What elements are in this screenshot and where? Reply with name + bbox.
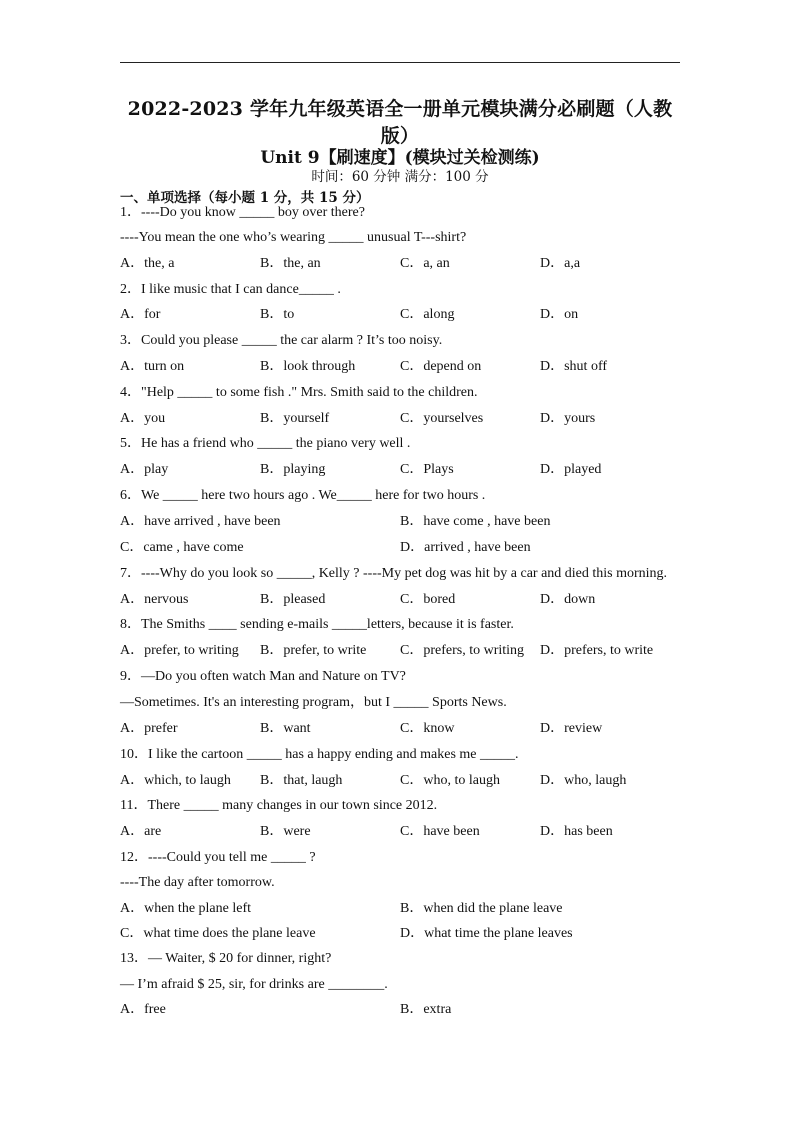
- question-text: 5．He has a friend who _____ the piano very well .: [120, 436, 411, 451]
- question-text: 1．----Do you know _____ boy over there?: [120, 205, 365, 220]
- question-text: 9．—Do you often watch Man and Nature on TV?: [120, 669, 406, 684]
- option-b: B．playing: [260, 462, 326, 477]
- option-b: B．the, an: [260, 256, 321, 271]
- option-a: A．the, a: [120, 256, 175, 271]
- option-b: B．extra: [400, 1002, 452, 1017]
- option-d: D．review: [540, 721, 603, 736]
- top-rule: [120, 62, 680, 63]
- option-c: C．know: [400, 721, 455, 736]
- option-b: B．look through: [260, 359, 356, 374]
- option-a: A．you: [120, 411, 166, 426]
- option-a: A．prefer, to writing: [120, 643, 239, 658]
- option-d: D．a,a: [540, 256, 581, 271]
- option-c: C．bored: [400, 592, 456, 607]
- option-c: C．prefers, to writing: [400, 643, 525, 658]
- option-a: A．prefer: [120, 721, 178, 736]
- option-c: C．have been: [400, 824, 480, 839]
- question-text: 2．I like music that I can dance_____ .: [120, 282, 341, 297]
- option-a: A．free: [120, 1002, 166, 1017]
- option-a: A．for: [120, 307, 161, 322]
- option-a: A．when the plane left: [120, 901, 252, 916]
- option-d: D．yours: [540, 411, 596, 426]
- option-b: B．have come , have been: [400, 514, 551, 529]
- question-text: 13．— Waiter, $ 20 for dinner, right?: [120, 951, 332, 966]
- question-text: —Sometimes. It's an interesting program，but I _____ Sports News.: [120, 695, 507, 710]
- option-d: D．played: [540, 462, 602, 477]
- question-text: ----The day after tomorrow.: [120, 875, 275, 890]
- question-text: — I’m afraid $ 25, sir, for drinks are ________.: [120, 977, 388, 992]
- option-b: B．yourself: [260, 411, 330, 426]
- option-b: B．prefer, to write: [260, 643, 367, 658]
- option-a: A．are: [120, 824, 162, 839]
- unit-title: Unit 9【刷速度】(模块过关检测练): [260, 148, 540, 168]
- question-text: 8．The Smiths ____ sending e-mails _____letters, because it is faster.: [120, 617, 514, 632]
- option-b: B．to: [260, 307, 295, 322]
- page-title: [115, 96, 685, 150]
- option-d: D．what time the plane leaves: [400, 926, 573, 941]
- option-d: D．down: [540, 592, 596, 607]
- question-text: 3．Could you please _____ the car alarm ? It’s too noisy.: [120, 333, 443, 348]
- option-d: D．on: [540, 307, 579, 322]
- title-line1-cont: 版）: [380, 125, 420, 147]
- option-c: C．yourselves: [400, 411, 484, 426]
- option-c: C．Plays: [400, 462, 454, 477]
- option-c: C．who, to laugh: [400, 773, 500, 788]
- title-line1: 2022-2023 学年九年级英语全一册单元模块满分必刷题（人教: [127, 98, 673, 120]
- option-c: C．depend on: [400, 359, 482, 374]
- option-b: B．that, laugh: [260, 773, 343, 788]
- option-c: C．came , have come: [120, 540, 244, 555]
- option-c: C．what time does the plane leave: [120, 926, 316, 941]
- question-text: 10．I like the cartoon _____ has a happy ending and makes me _____.: [120, 747, 519, 762]
- option-d: D．prefers, to write: [540, 643, 654, 658]
- question-text: 7．----Why do you look so _____, Kelly ? ----My pet dog was hit by a car and died this morning.: [120, 566, 668, 581]
- section-heading: 一、单项选择（每小题 1 分，共 15 分）: [120, 190, 370, 206]
- option-b: B．when did the plane leave: [400, 901, 563, 916]
- option-a: A．turn on: [120, 359, 185, 374]
- option-d: D．arrived , have been: [400, 540, 531, 555]
- question-text: ----You mean the one who’s wearing _____ unusual T---shirt?: [120, 230, 467, 245]
- option-a: A．which, to laugh: [120, 773, 231, 788]
- option-b: B．pleased: [260, 592, 326, 607]
- option-c: C．a, an: [400, 256, 450, 271]
- question-text: 11．There _____ many changes in our town since 2012.: [120, 798, 438, 813]
- option-a: A．play: [120, 462, 169, 477]
- option-b: B．want: [260, 721, 311, 736]
- option-a: A．nervous: [120, 592, 189, 607]
- exam-meta: 时间：60 分钟 满分：100 分: [311, 169, 489, 185]
- option-a: A．have arrived , have been: [120, 514, 281, 529]
- option-d: D．shut off: [540, 359, 608, 374]
- question-text: 4．"Help _____ to some fish ." Mrs. Smith said to the children.: [120, 385, 478, 400]
- option-d: D．has been: [540, 824, 613, 839]
- question-text: 12．----Could you tell me _____ ?: [120, 850, 316, 865]
- option-d: D．who, laugh: [540, 773, 627, 788]
- question-text: 6．We _____ here two hours ago . We_____ here for two hours .: [120, 488, 486, 503]
- option-c: C．along: [400, 307, 455, 322]
- option-b: B．were: [260, 824, 311, 839]
